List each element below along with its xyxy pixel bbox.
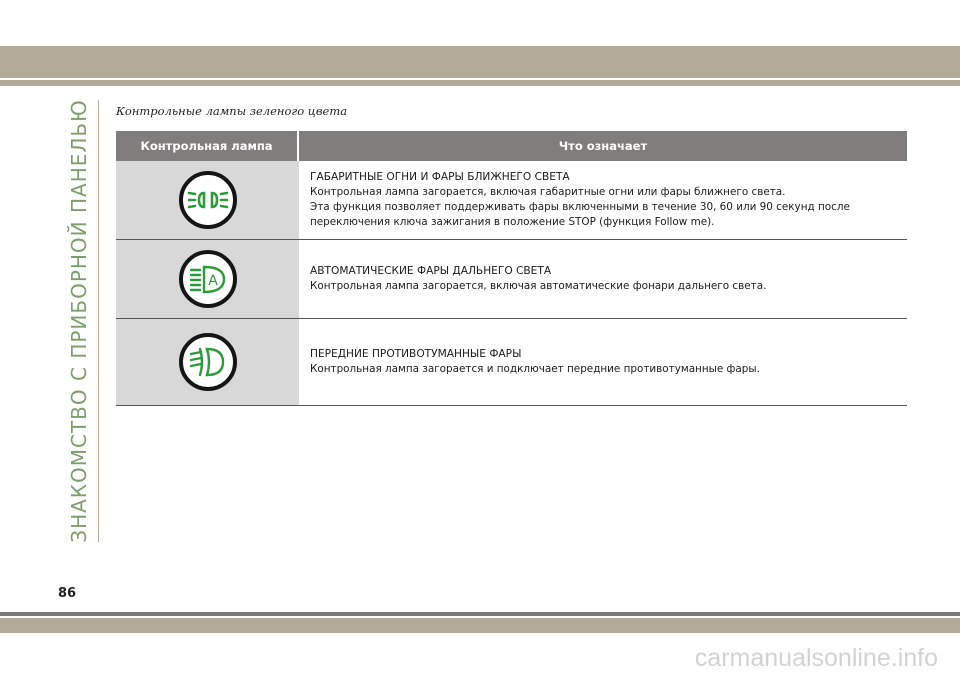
lamp-title: ПЕРЕДНИЕ ПРОТИВОТУМАННЫЕ ФАРЫ — [310, 348, 522, 360]
indicator-table — [116, 131, 907, 406]
description-line: Контрольная лампа загорается, включая габаритные огни или фары ближнего света. — [310, 186, 786, 198]
chapter-title-text: ЗНАКОМСТВО С ПРИБОРНОЙ ПАНЕЛЬЮ — [67, 99, 91, 543]
top-decorative-band — [0, 46, 960, 78]
page-number: 86 — [58, 586, 77, 601]
front-fog-lights-icon — [179, 333, 237, 391]
lamp-cell — [116, 240, 299, 318]
lamp-title: АВТОМАТИЧЕСКИЕ ФАРЫ ДАЛЬНЕГО СВЕТА — [310, 265, 552, 277]
description-line: Эта функция позволяет поддерживать фары включенными в течение 30, 60 или 90 секунд после — [310, 201, 850, 213]
lamp-title: ГАБАРИТНЫЕ ОГНИ И ФАРЫ БЛИЖНЕГО СВЕТА — [310, 171, 570, 183]
vertical-chapter-title — [60, 100, 99, 542]
watermark: carmanualsonline.info — [694, 644, 938, 672]
section-title: Контрольные лампы зеленого цвета — [116, 104, 348, 118]
header-lamp: Контрольная лампа — [140, 139, 273, 153]
meaning-cell — [299, 240, 907, 318]
lamp-cell — [116, 161, 299, 239]
description-line: Контрольная лампа загорается и подключает передние противотуманные фары. — [310, 363, 760, 375]
table-row — [116, 161, 907, 240]
table-row — [116, 319, 907, 406]
lamp-cell — [116, 319, 299, 405]
bottom-decorative-line — [0, 612, 960, 616]
table-header — [116, 131, 907, 161]
lamp-description — [310, 185, 907, 230]
header-meaning: Что означает — [558, 139, 648, 153]
lamp-description — [310, 362, 907, 377]
auto-high-beam-icon — [179, 250, 237, 308]
description-line: Контрольная лампа загорается, включая автоматические фонари дальнего света. — [310, 280, 767, 292]
top-decorative-line — [0, 80, 960, 86]
description-line: переключения ключа зажигания в положение STOP (функция Follow me). — [310, 216, 715, 228]
auto-letter: A — [207, 273, 218, 289]
meaning-cell — [299, 319, 907, 405]
meaning-cell — [299, 161, 907, 239]
table-row — [116, 240, 907, 319]
side-lights-low-beam-icon — [179, 171, 237, 229]
lamp-description — [310, 279, 907, 294]
bottom-decorative-band — [0, 618, 960, 633]
